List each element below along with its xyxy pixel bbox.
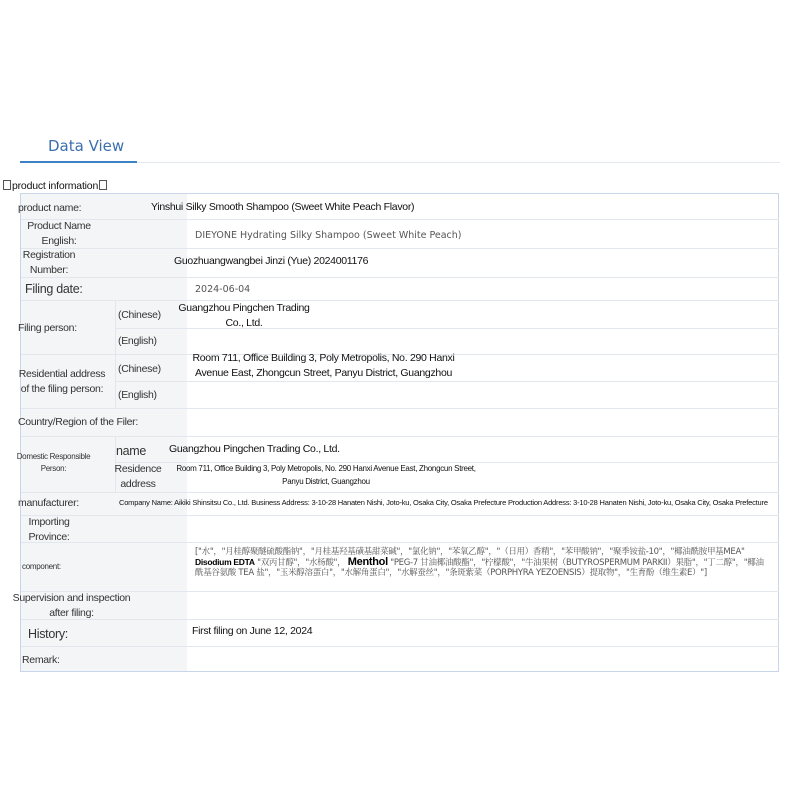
label-domestic-responsible: Domestic Responsible Person: [16, 452, 91, 473]
bracket-close-icon [99, 180, 107, 190]
row-divider [21, 219, 779, 220]
row-divider [115, 381, 779, 382]
label-manufacturer: manufacturer: [18, 497, 79, 509]
label-address-english: (English) [118, 389, 157, 401]
label-filing-person-chinese: (Chinese) [118, 309, 161, 321]
value-domestic-address: Room 711, Office Building 3, Poly Metropolis, No. 290 Hanxi Avenue East, Zhongcun Street, Panyu District, Guangzhou [176, 464, 476, 486]
label-filing-person: Filing person: [18, 322, 77, 334]
label-supervision: Supervision and inspection after filing: [12, 592, 131, 619]
value-product-name: Yinshui Silky Smooth Shampoo (Sweet White Peach Flavor) [151, 201, 415, 213]
value-component [195, 547, 770, 578]
label-country-region: Country/Region of the Filer: [18, 416, 138, 428]
component-text: "PEG-7 甘油椰油酸酯"，"柠檬酸"，"牛油果树（BUTYROSPERMUM PARKII）果脂"，"丁二醇"，"椰油酰基谷氨酸 TEA 盐"，"玉米醇溶蛋白"，"水解角蛋白"，"水解蚕丝"，"条斑紫菜（PORPHYRA YEZOENSIS）提取物"，"生育酚（维生素E）"] [195, 558, 764, 578]
label-component: component: [22, 562, 61, 571]
row-divider [21, 436, 779, 437]
label-product-name-english: Product Name English: [27, 220, 91, 247]
tab-data-view[interactable]: Data View [48, 137, 125, 155]
row-divider [21, 515, 779, 516]
label-filing-person-english: (English) [118, 335, 157, 347]
component-highlight: Disodium EDTA [195, 557, 255, 567]
row-divider [21, 646, 779, 647]
label-domestic-name: name [116, 444, 147, 458]
value-filing-person-chinese: Guangzhou Pingchen Trading Co., Ltd. [178, 302, 310, 329]
row-divider [21, 492, 779, 493]
component-text: "双丙甘醇"，"水杨酸"， [257, 558, 346, 568]
label-residential-address: Residential address of the filing person: [18, 368, 106, 395]
section-title-text: product information [12, 180, 99, 192]
tab-divider [137, 162, 780, 163]
label-registration-number: Registration Number: [22, 249, 76, 276]
row-divider [21, 542, 779, 543]
bracket-open-icon [3, 180, 11, 190]
label-residence-address: Residence address [114, 463, 162, 490]
value-product-name-english: DIEYONE Hydrating Silky Shampoo (Sweet White Peach) [195, 230, 462, 241]
component-highlight: Menthol [347, 556, 388, 568]
label-filing-date: Filing date: [25, 282, 83, 296]
row-divider [21, 277, 779, 278]
row-divider [21, 408, 779, 409]
value-domestic-name: Guangzhou Pingchen Trading Co., Ltd. [169, 443, 340, 455]
value-registration-number: Guozhuangwangbei Jinzi (Yue) 2024001176 [174, 255, 369, 267]
label-product-name: product name: [18, 202, 82, 214]
section-title [2, 180, 108, 192]
active-tab-indicator [20, 161, 137, 163]
label-history: History: [28, 627, 68, 641]
value-history: First filing on June 12, 2024 [192, 625, 313, 637]
column-divider [115, 300, 116, 408]
component-text: ["水"，"月桂醇聚醚硫酸酯钠"，"月桂基羟基磺基甜菜碱"，"氯化钠"，"苯氧乙醇"，"（日用）香精"，"苯甲酸钠"，"聚季铵盐-10"，"椰油酰胺甲基MEA" [195, 547, 745, 557]
value-manufacturer: Company Name: Aikiki Shinsitsu Co., Ltd. Business Address: 3-10-28 Hanaten Nishi, Joto-ku, Osaka City, Osaka Prefecture Production Address: 3-10-28 Hanaten Nishi, Joto-ku, Osaka City, Osaka Prefecture [119, 498, 768, 507]
label-remark: Remark: [22, 654, 60, 666]
value-filing-date: 2024-06-04 [195, 284, 251, 295]
row-divider [21, 300, 779, 301]
label-importing-province: Importing Province: [28, 516, 70, 543]
value-residential-address-chinese: Room 711, Office Building 3, Poly Metropolis, No. 290 Hanxi Avenue East, Zhongcun Street, Panyu District, Guangzhou [192, 352, 455, 379]
label-address-chinese: (Chinese) [118, 363, 161, 375]
row-divider [21, 248, 779, 249]
